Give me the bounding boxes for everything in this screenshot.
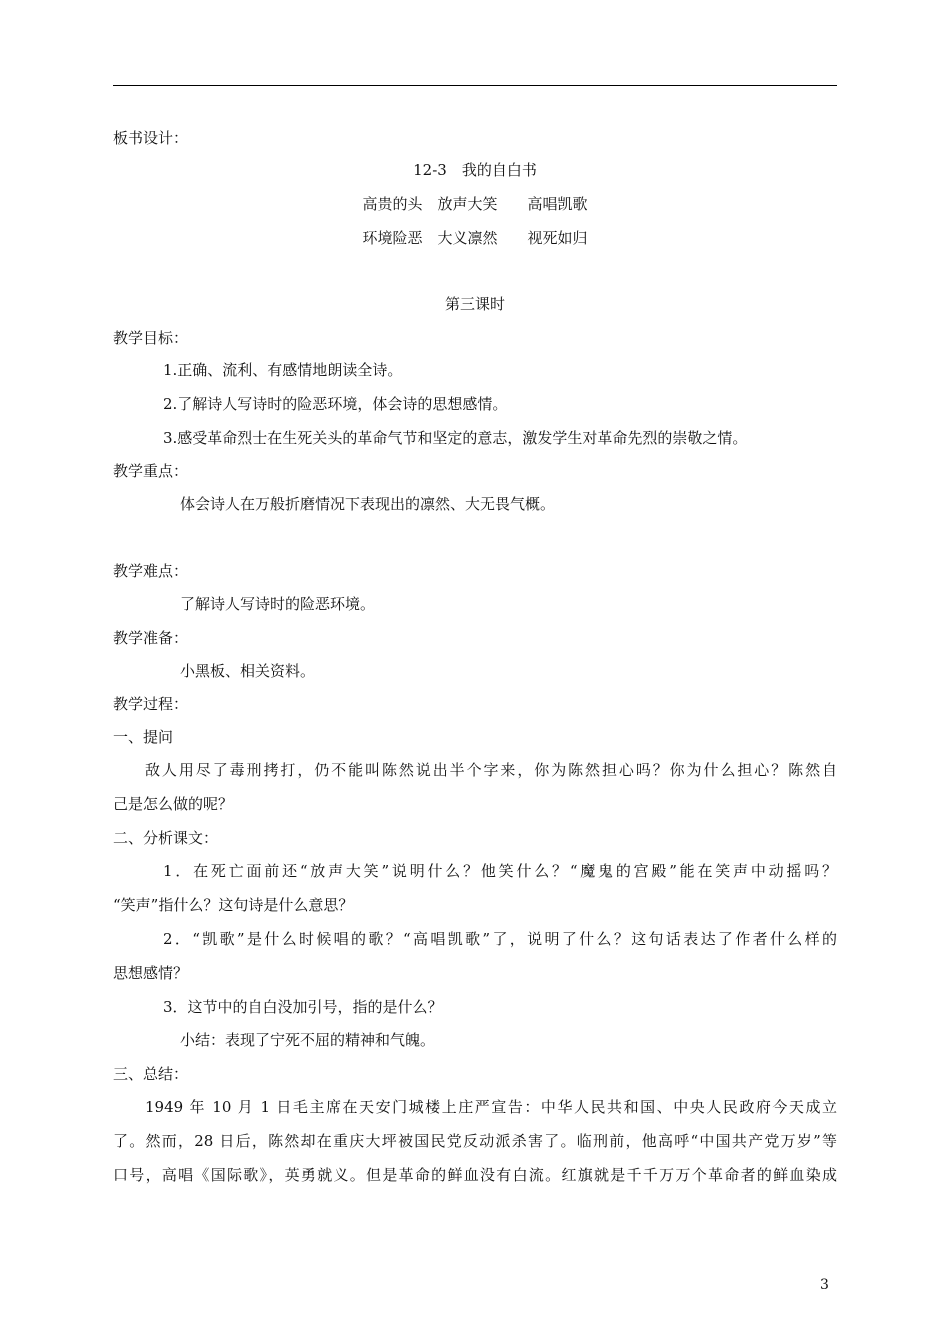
board-row-2: 环境险恶 大义凛然 视死如归 (362, 229, 588, 247)
board-label: 板书设计： (113, 129, 189, 147)
goal-item: 2.了解诗人写诗时的险恶环境，体会诗的思想感情。 (163, 395, 508, 413)
goals-label: 教学目标： (113, 329, 189, 347)
summary-line: 小结：表现了宁死不屈的精神和气魄。 (180, 1031, 436, 1049)
key-point-label: 教学重点： (113, 462, 189, 480)
paragraph-line: 己是怎么做的呢？ (113, 795, 234, 813)
section-heading: 二、分析课文： (113, 829, 219, 847)
difficulty-label: 教学难点： (113, 562, 189, 580)
question-line: 3．这节中的自白没加引号，指的是什么？ (163, 998, 443, 1016)
difficulty-text: 了解诗人写诗时的险恶环境。 (180, 595, 376, 613)
lesson-title: 第三课时 (444, 295, 505, 313)
question-line: “笑声”指什么？这句诗是什么意思？ (113, 896, 354, 914)
question-line: 思想感情？ (113, 964, 189, 982)
process-label: 教学过程： (113, 695, 189, 713)
section-heading: 三、总结： (113, 1065, 189, 1083)
question-line: 1．在死亡面前还“放声大笑”说明什么？他笑什么？“魔鬼的宫殿”能在笑声中动摇吗？ (163, 862, 837, 880)
paragraph-line: 口号，高唱《国际歌》，英勇就义。但是革命的鲜血没有白流。红旗就是千千万万个革命者的鲜血染成 (113, 1166, 837, 1184)
question-line: 2．“凯歌”是什么时候唱的歌？“高唱凯歌”了，说明了什么？这句话表达了作者什么样的 (163, 930, 837, 948)
section-heading: 一、提问 (113, 728, 174, 746)
paragraph-line: 了。然而，28 日后，陈然却在重庆大坪被国民党反动派杀害了。临刑前，他高呼“中国共产党万岁”等 (113, 1132, 837, 1150)
goal-item: 3.感受革命烈士在生死关头的革命气节和坚定的意志，激发学生对革命先烈的崇敬之情。 (163, 429, 748, 447)
preparation-text: 小黑板、相关资料。 (180, 662, 316, 680)
goal-item: 1.正确、流利、有感情地朗读全诗。 (163, 361, 403, 379)
paragraph-line: 1949 年 10 月 1 日毛主席在天安门城楼上庄严宣告：中华人民共和国、中央人民政府今天成立 (145, 1098, 837, 1116)
paragraph-line: 敌人用尽了毒刑拷打，仍不能叫陈然说出半个字来，你为陈然担心吗？你为什么担心？陈然自 (145, 761, 837, 779)
page-number: 3 (820, 1277, 829, 1293)
key-point-text: 体会诗人在万般折磨情况下表现出的凛然、大无畏气概。 (180, 495, 556, 513)
board-row-1: 高贵的头 放声大笑 高唱凯歌 (362, 195, 588, 213)
header-rule (113, 85, 837, 86)
board-title: 12-3 我的自白书 (413, 161, 537, 179)
preparation-label: 教学准备： (113, 629, 189, 647)
